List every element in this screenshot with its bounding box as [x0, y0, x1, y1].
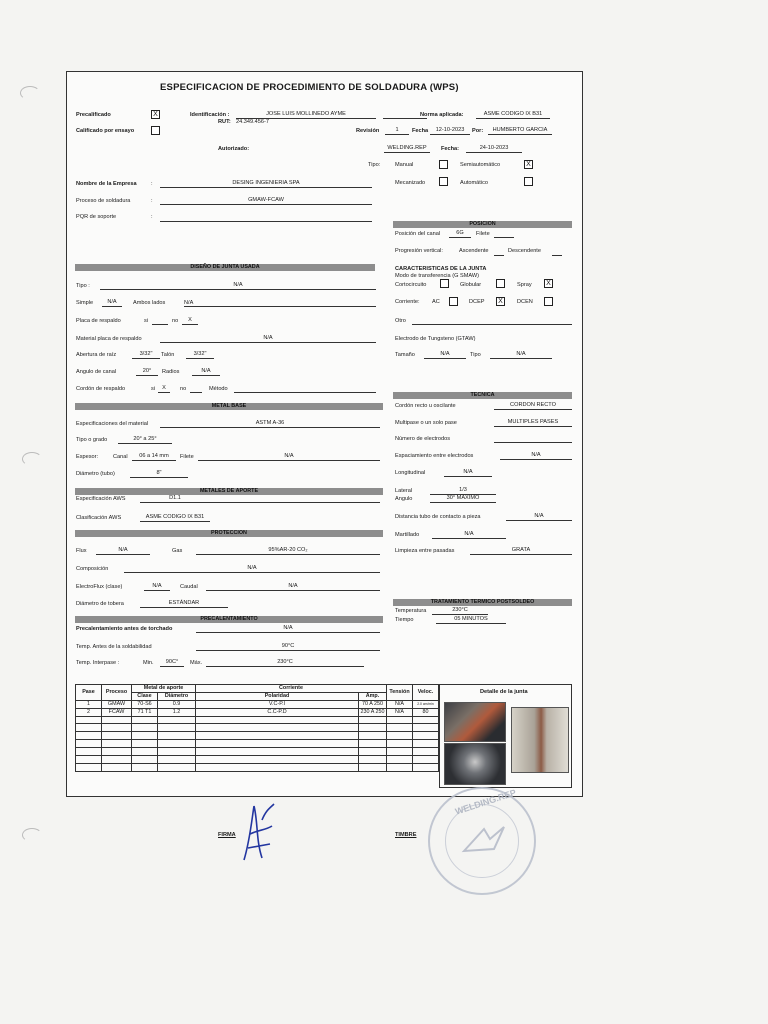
underline: [430, 502, 496, 503]
ac-checkbox[interactable]: [449, 297, 458, 306]
th-tension: Tensión: [387, 685, 413, 701]
underline: [206, 666, 364, 667]
placa-label: Placa de respaldo: [76, 318, 121, 324]
flux-label: Flux: [76, 548, 87, 554]
abertura-value: 3/32": [139, 351, 153, 357]
underline: [140, 521, 210, 522]
postsoldeo-header: TRATAMIENTO TERMICO POSTSOLDEO: [393, 599, 572, 606]
cell-pase: 2: [76, 708, 102, 716]
colon: :: [151, 214, 153, 220]
caracteristicas-header: CARACTERISTICAS DE LA JUNTA: [395, 266, 487, 272]
tangulo-label: Angulo: [395, 496, 413, 502]
multipase-value: MULTIPLES PASES: [507, 419, 559, 425]
dcen-label: DCEN: [517, 299, 533, 305]
mb-filete-value: N/A: [284, 453, 294, 459]
underline: [206, 590, 380, 591]
underline: [466, 152, 522, 153]
underline: [140, 502, 380, 503]
abertura-label: Abertura de raíz: [76, 352, 117, 358]
underline: [234, 392, 376, 393]
mecanizado-label: Mecanizado: [395, 180, 426, 186]
pc-temp-label: Temp. Antes de la soldabilidad: [76, 644, 152, 650]
longitudinal-value: N/A: [463, 469, 473, 475]
manual-checkbox[interactable]: [439, 160, 448, 169]
precalentamiento-header: PRECALENTAMIENTO: [75, 616, 383, 623]
tobera-label: Diámetro de tobera: [76, 601, 124, 607]
detail-label: Detalle de la junta: [480, 689, 528, 695]
ambos-label: Ambos lados: [133, 300, 166, 306]
ap-clas-label: Clasificación AWS: [76, 515, 122, 521]
underline: [160, 427, 380, 428]
table-row: [76, 748, 439, 756]
proteccion-header: PROTECCION: [75, 530, 383, 537]
ap-espec-value: D1.1: [169, 495, 181, 501]
scan-artifact: [22, 452, 42, 466]
martillado-label: Martillado: [395, 532, 420, 538]
table-row: [76, 724, 439, 732]
longitudinal-label: Longitudinal: [395, 470, 426, 476]
pc-antes-value: N/A: [283, 625, 293, 631]
th-clase: Clase: [132, 692, 158, 700]
underline: [494, 237, 514, 238]
cell-diametro: 0.9: [158, 700, 196, 708]
caudal-value: N/A: [288, 583, 298, 589]
underline: [385, 134, 409, 135]
table-row: [76, 740, 439, 748]
dcep-label: DCEP: [469, 299, 485, 305]
mb-diametro-label: Diámetro (tubo): [76, 471, 115, 477]
scan-artifact: [20, 86, 40, 100]
comp-value: N/A: [247, 565, 257, 571]
underline: [500, 459, 572, 460]
mecanizado-checkbox[interactable]: [439, 177, 448, 186]
underline: [470, 554, 572, 555]
talon-label: Talón: [161, 352, 175, 358]
ascendente-label: Ascendente: [459, 248, 489, 254]
underline: [182, 324, 198, 325]
distancia-label: Distancia tubo de contacto a pieza: [395, 514, 481, 520]
cordon-si-value: X: [162, 385, 166, 391]
precalificado-label: Precalificado: [76, 112, 111, 118]
fecha2-value: 24-10-2023: [479, 145, 509, 151]
junta-tipo-value: N/A: [233, 282, 243, 288]
ctipo-value: N/A: [516, 351, 526, 357]
pc-antes-label: Precalentamiento antes de torchado: [76, 626, 173, 632]
underline: [160, 342, 376, 343]
underline: [430, 134, 470, 135]
cell-amp: 70 A 250: [359, 700, 387, 708]
gas-label: Gas: [172, 548, 183, 554]
pc-max-label: Máx.: [190, 660, 203, 666]
cell-amp: 230 A 250: [359, 708, 387, 716]
limpieza-label: Limpieza entre pasadas: [395, 548, 455, 554]
mb-tipo-label: Tipo o grado: [76, 437, 108, 443]
th-metal: Metal de aporte: [132, 685, 196, 693]
espaciamiento-label: Espaciamiento entre electrodos: [395, 453, 474, 459]
placa-no-value: X: [188, 317, 192, 323]
rut-value: 24.349.456-7: [236, 119, 269, 125]
norma-label: Norma aplicada:: [420, 112, 464, 118]
corto-checkbox[interactable]: [440, 279, 449, 288]
no-label: no: [172, 318, 179, 324]
underline: [494, 255, 504, 256]
spray-label: Spray: [517, 282, 532, 288]
ps-temp-label: Temperatura: [395, 608, 427, 614]
angulo-value: 20°: [142, 368, 152, 374]
pc-max-value: 230°C: [277, 659, 293, 665]
th-amp: Amp.: [359, 692, 387, 700]
espaciamiento-value: N/A: [531, 452, 541, 458]
underline: [476, 118, 550, 119]
autorizado-value: WELDING.REP: [387, 145, 427, 151]
tobera-value: ESTÁNDAR: [168, 600, 200, 606]
weld-photo: [444, 743, 506, 785]
underline: [384, 152, 430, 153]
empresa-value: DESING INGENIERIA SPA: [232, 180, 300, 186]
cell-veloc: 80: [413, 708, 439, 716]
underline: [160, 204, 372, 205]
rut-label: RUT:: [218, 119, 231, 125]
mb-espec-label: Especificaciones del material: [76, 421, 149, 427]
th-pase: Pase: [76, 685, 102, 701]
lateral-value: 1/3: [459, 487, 467, 493]
norma-value: ASME CODIGO IX B31: [483, 111, 543, 117]
talon-value: 3/32": [193, 351, 207, 357]
underline: [490, 358, 552, 359]
underline: [192, 375, 220, 376]
table-row: [76, 732, 439, 740]
cell-polaridad: C.C-P.D: [196, 708, 359, 716]
underline: [444, 476, 492, 477]
mb-diametro-value: 8": [156, 470, 162, 476]
cell-clase: 71 T1: [132, 708, 158, 716]
automatico-label: Automático: [460, 180, 488, 186]
cell-proceso: GMAW: [102, 700, 132, 708]
revision-value: 1: [395, 127, 399, 133]
table-row: [76, 763, 439, 771]
pc-inter-label: Temp. Interpase :: [76, 660, 120, 666]
underline: [160, 187, 372, 188]
underline: [118, 443, 172, 444]
underline: [552, 255, 562, 256]
junta-tipo-label: Tipo :: [76, 283, 90, 289]
underline: [186, 358, 214, 359]
revision-label: Revisión: [356, 128, 380, 134]
underline: [436, 623, 506, 624]
simple-value: N/A: [107, 299, 117, 305]
underline: [144, 590, 170, 591]
cordon-label: Cordón de respaldo: [76, 386, 126, 392]
mb-filete-label: Filete: [180, 454, 194, 460]
fecha-label: Fecha: [412, 128, 429, 134]
colon: :: [151, 181, 153, 187]
material-value: N/A: [263, 335, 273, 341]
tipo-label: Tipo:: [368, 162, 381, 168]
table-row: [76, 708, 439, 716]
metodo-label: Método: [209, 386, 228, 392]
electrodo-label: Electrodo de Tungsteno (GTAW): [395, 336, 476, 342]
semi-checkbox[interactable]: X: [524, 160, 533, 169]
radios-label: Radios: [162, 369, 180, 375]
underline: [184, 306, 376, 307]
underline: [130, 477, 188, 478]
proceso-value: GMAW-FCAW: [248, 197, 284, 203]
tecnica-header: TECNICA: [393, 392, 572, 399]
colon: :: [151, 198, 153, 204]
ap-clas-value: ASME CODIGO IX B31: [145, 514, 205, 520]
underline: [424, 358, 466, 359]
multipase-label: Multipase o un solo pase: [395, 420, 457, 426]
underline: [160, 221, 372, 222]
table-row: [76, 756, 439, 764]
flux-value: N/A: [118, 547, 128, 553]
th-polaridad: Polaridad: [196, 692, 359, 700]
simple-label: Simple: [76, 300, 94, 306]
underline: [412, 324, 572, 325]
ambos-value: N/A: [184, 300, 194, 306]
automatico-checkbox[interactable]: [524, 177, 533, 186]
stamp-text: WELDING.REP: [453, 787, 518, 817]
aporte-header: METALES DE APORTE: [75, 488, 383, 495]
radios-value: N/A: [201, 368, 211, 374]
underline: [190, 392, 202, 393]
ac-label: AC: [432, 299, 440, 305]
por-label: Por:: [472, 128, 484, 134]
caudal-label: Caudal: [180, 584, 198, 590]
mb-canal-label: Canal: [113, 454, 128, 460]
underline: [494, 409, 572, 410]
dcep-checkbox[interactable]: X: [496, 297, 505, 306]
pc-min-value: 90C°: [165, 659, 179, 665]
scan-artifact: [22, 828, 42, 842]
underline: [160, 666, 184, 667]
table-row: [76, 716, 439, 724]
th-veloc: Veloc.: [413, 685, 439, 701]
underline: [506, 520, 572, 521]
underline: [140, 607, 228, 608]
spray-checkbox[interactable]: X: [544, 279, 553, 288]
th-proceso: Proceso: [102, 685, 132, 701]
progresion-label: Progresión vertical:: [395, 248, 443, 254]
pqr-label: PQR de soporte: [76, 214, 117, 220]
ps-tiempo-value: 05 MINUTOS: [454, 616, 488, 622]
ap-espec-label: Especificación AWS: [76, 496, 126, 502]
canal-value: 6G: [456, 230, 464, 236]
underline: [152, 324, 168, 325]
weld-photo: [511, 707, 569, 773]
por-value: HUMBERTO GARCIA: [492, 127, 548, 133]
lateral-label: Lateral: [395, 488, 413, 494]
ps-tiempo-label: Tiempo: [395, 617, 414, 623]
empresa-label: Nombre de la Empresa: [76, 181, 137, 187]
material-label: Material placa de respaldo: [76, 336, 142, 342]
signature: [240, 800, 276, 864]
filete-label: Filete: [476, 231, 490, 237]
underline: [96, 554, 150, 555]
gas-value: 95%AR-20 CO₂: [268, 547, 308, 553]
cell-polaridad: V.C-P.I: [196, 700, 359, 708]
tamano-value: N/A: [440, 351, 450, 357]
globular-checkbox[interactable]: [496, 279, 505, 288]
underline: [494, 426, 572, 427]
ps-temp-value: 230°C: [452, 607, 468, 613]
corriente-label: Corriente:: [395, 299, 420, 305]
corto-label: Cortocircuito: [395, 282, 427, 288]
martillado-value: N/A: [464, 531, 474, 537]
fecha2-label: Fecha:: [441, 146, 460, 152]
dcen-checkbox[interactable]: [544, 297, 553, 306]
joint-detail: [439, 684, 572, 788]
underline: [494, 442, 572, 443]
th-diametro: Diámetro: [158, 692, 196, 700]
semi-label: Semiautomático: [460, 162, 501, 168]
table-row: [76, 700, 439, 708]
underline: [488, 134, 552, 135]
underline: [102, 306, 122, 307]
electroflux-label: ElectroFlux (clase): [76, 584, 123, 590]
underline: [132, 358, 160, 359]
stamp: [428, 787, 536, 895]
underline: [124, 572, 380, 573]
underline: [158, 392, 170, 393]
underline: [449, 237, 471, 238]
th-corriente: Corriente: [196, 685, 387, 693]
si-label: si: [144, 318, 149, 324]
modo-label: Modo de transferencia (G SMAW): [395, 273, 480, 279]
otro-label: Otro: [395, 318, 406, 324]
underline: [432, 614, 488, 615]
angulo-label: Angulo de canal: [76, 369, 117, 375]
pc-min-label: Min.: [143, 660, 154, 666]
underline: [100, 289, 376, 290]
distancia-value: N/A: [534, 513, 544, 519]
cell-veloc: 2.0 cm/min: [413, 700, 439, 708]
metal-base-header: METAL BASE: [75, 403, 383, 410]
cell-diametro: 1.2: [158, 708, 196, 716]
page-title: ESPECIFICACION DE PROCEDIMIENTO DE SOLDADURA (WPS): [160, 82, 459, 93]
descendente-label: Descendente: [508, 248, 541, 254]
cordon-si-label: si: [151, 386, 156, 392]
comp-label: Composición: [76, 566, 109, 572]
pc-temp-value: 90°C: [281, 643, 295, 649]
underline: [198, 460, 380, 461]
stamp-logo: [460, 821, 508, 861]
electroflux-value: N/A: [152, 583, 162, 589]
cell-proceso: FCAW: [102, 708, 132, 716]
underline: [132, 460, 176, 461]
limpieza-value: GRATA: [511, 547, 531, 553]
timbre-label: TIMBRE: [395, 832, 417, 838]
cell-clase: 70-S6: [132, 700, 158, 708]
weld-photo: [444, 702, 506, 742]
canal-label: Posición del canal: [395, 231, 441, 237]
mb-canal-value: 06 a 14 mm: [139, 453, 169, 459]
identificacion-label: Identificación :: [190, 112, 230, 118]
cell-tension: N/A: [387, 700, 413, 708]
ctipo-label: Tipo: [470, 352, 481, 358]
cell-pase: 1: [76, 700, 102, 708]
mb-tipo-value: 20° a 25°: [133, 436, 157, 442]
underline: [196, 632, 380, 633]
firma-label: FIRMA: [218, 832, 236, 838]
num-electrodos-label: Número de electrodos: [395, 436, 451, 442]
calificado-checkbox[interactable]: [151, 126, 160, 135]
cell-tension: N/A: [387, 708, 413, 716]
underline: [136, 375, 158, 376]
posicion-header: POSICION: [393, 221, 572, 228]
underline: [196, 650, 380, 651]
tangulo-value: 30° MAXIMO: [446, 495, 480, 501]
globular-label: Globular: [460, 282, 482, 288]
mb-espec-value: ASTM A-36: [255, 420, 285, 426]
fecha-value: 12-10-2023: [435, 127, 465, 133]
calificado-label: Calificado por ensayo: [76, 128, 135, 134]
underline: [432, 538, 506, 539]
cordon-no-label: no: [180, 386, 187, 392]
autorizado-label: Autorizado:: [218, 146, 250, 152]
passes-table: [75, 684, 439, 772]
identificacion-value: JOSE LUIS MOLLINEDO AYME: [266, 111, 346, 117]
tcordon-value: CORDON RECTO: [510, 402, 556, 408]
proceso-label: Proceso de soldadura: [76, 198, 131, 204]
manual-label: Manual: [395, 162, 414, 168]
tcordon-label: Cordón recto u oscilante: [395, 403, 456, 409]
espesor-label: Espesor:: [76, 454, 99, 460]
precalificado-checkbox[interactable]: X: [151, 110, 160, 119]
underline: [196, 554, 380, 555]
tamano-label: Tamaño: [395, 352, 415, 358]
junta-header: DISEÑO DE JUNTA USADA: [75, 264, 375, 271]
